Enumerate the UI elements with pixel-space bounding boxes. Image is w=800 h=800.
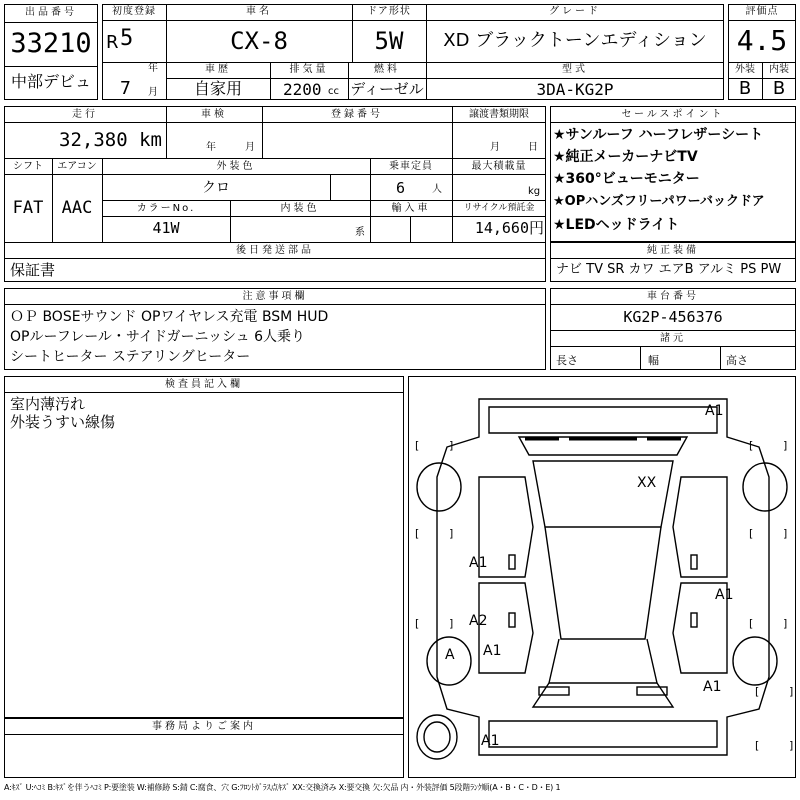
note-line-3: シートヒーター ステアリングヒーター bbox=[10, 349, 251, 365]
mark-rear-bumper: A1 bbox=[481, 733, 500, 749]
aircon: AAC bbox=[61, 198, 93, 218]
grade: XD ブラックトーンエディション bbox=[443, 30, 707, 51]
note-line-2: OPルーフレール・サイドガーニッシュ 6人乗り bbox=[10, 329, 306, 345]
mileage: 32,380 km bbox=[59, 129, 162, 151]
shift-label: シフト bbox=[13, 161, 43, 172]
inspector-note-2: 外装うすい線傷 bbox=[10, 413, 116, 431]
lot-number-label: 出品番号 bbox=[25, 7, 77, 18]
svg-text:[: [ bbox=[415, 527, 420, 540]
fuel-label: 燃料 bbox=[374, 64, 400, 75]
svg-text:[: [ bbox=[415, 439, 420, 452]
sales-point-4: ★OPハンズフリーパワーバックドア bbox=[553, 194, 765, 209]
color-no-label: カラーNo. bbox=[136, 203, 196, 214]
svg-text:[: [ bbox=[415, 617, 420, 630]
fuel: ディーゼル bbox=[350, 80, 424, 98]
int-color-label: 内装色 bbox=[280, 203, 320, 214]
svg-text:]: ] bbox=[789, 685, 794, 698]
later-docs-label: 後日発送部品 bbox=[236, 245, 314, 256]
aircon-label: エアコン bbox=[57, 161, 97, 172]
note-line-1: ＯＰ BOSEサウンド OPワイヤレス充電 BSM HUD bbox=[10, 309, 329, 325]
load-unit: kg bbox=[528, 186, 541, 197]
deadline-day-unit: 日 bbox=[528, 142, 538, 153]
history: 自家用 bbox=[193, 79, 242, 98]
mileage-label: 走行 bbox=[72, 109, 98, 120]
reg-month: 7 bbox=[120, 78, 131, 99]
inspection-year-unit: 年 bbox=[206, 142, 216, 153]
color-no: 41W bbox=[152, 219, 180, 237]
ext-color-label: 外装色 bbox=[216, 161, 256, 172]
mark-right-rear-door: A1 bbox=[715, 587, 734, 603]
mark-right-rear-fender: A1 bbox=[703, 679, 722, 695]
dim-width: 幅 bbox=[648, 354, 659, 367]
car-name: CX-8 bbox=[230, 27, 288, 55]
dim-height: 高さ bbox=[726, 354, 748, 367]
svg-text:]: ] bbox=[789, 739, 794, 752]
svg-text:]: ] bbox=[783, 439, 788, 452]
legend-footer: A:ｷｽﾞ U:ﾍｺﾐ B:ｷｽﾞを伴うﾍｺﾐ P:要塗装 W:補修跡 S:錆 C:腐食、穴 G:ﾌﾛﾝﾄｶﾞﾗｽ点ｷｽﾞ XX:交換済み X:要交換 欠:欠品 内・外装評価 5段階ﾗﾝｸ順(A・B・C・D・E) 1 bbox=[4, 783, 561, 792]
shift: FAT bbox=[12, 198, 44, 218]
year-unit: 年 bbox=[148, 63, 158, 74]
mark-left-rear-tyre: A bbox=[445, 647, 455, 663]
deadline-month-unit: 月 bbox=[490, 142, 500, 153]
reg-era: R bbox=[106, 32, 119, 53]
displacement-unit: cc bbox=[328, 86, 339, 97]
inspector-label: 検査員記入欄 bbox=[165, 379, 243, 390]
ext-color: クロ bbox=[202, 180, 230, 196]
mark-left-rear-fender: A1 bbox=[483, 643, 502, 659]
exterior-grade: B bbox=[738, 78, 752, 99]
max-load-label: 最大積載量 bbox=[471, 161, 527, 172]
first-reg-label: 初度登録 bbox=[112, 6, 156, 17]
capacity: 6 bbox=[396, 179, 406, 197]
score-label: 評価点 bbox=[745, 6, 779, 17]
sales-points-label: セールスポイント bbox=[621, 109, 725, 120]
office-notice-label: 事務局よりご案内 bbox=[152, 721, 256, 732]
int-color-suffix: 系 bbox=[355, 227, 365, 238]
capacity-label: 乗車定員 bbox=[389, 161, 433, 172]
mark-left-front-door: A1 bbox=[469, 555, 488, 571]
sales-point-2: ★純正メーカーナビTV bbox=[553, 149, 698, 165]
car-outline-diagram bbox=[409, 377, 795, 777]
mark-roof: XX bbox=[637, 475, 657, 491]
doors: 5W bbox=[374, 27, 404, 55]
interior-label: 内装 bbox=[769, 64, 789, 75]
model-code: 3DA-KG2P bbox=[536, 80, 614, 99]
reg-no-label: 登録番号 bbox=[331, 109, 383, 120]
month-unit: 月 bbox=[148, 87, 158, 98]
svg-text:[: [ bbox=[755, 739, 760, 752]
displacement-label: 排気量 bbox=[289, 64, 329, 75]
displacement: 2200 bbox=[283, 80, 322, 99]
inspector-note-1: 室内薄汚れ bbox=[10, 395, 86, 413]
inspection-label: 車検 bbox=[201, 109, 227, 120]
history-label: 車歴 bbox=[205, 64, 231, 75]
car-name-label: 車名 bbox=[246, 6, 272, 17]
grade-label: グレード bbox=[549, 6, 601, 17]
svg-text:]: ] bbox=[783, 617, 788, 630]
svg-text:[: [ bbox=[755, 685, 760, 698]
svg-text:[: [ bbox=[749, 527, 754, 540]
deadline-label: 譲渡書類期限 bbox=[469, 109, 529, 120]
recycle-label: リサイクル預託金 bbox=[463, 203, 535, 213]
dim-length: 長さ bbox=[556, 354, 578, 367]
damage-diagram bbox=[408, 376, 796, 778]
svg-text:]: ] bbox=[449, 617, 454, 630]
recycle-fee: 14,660円 bbox=[474, 219, 544, 237]
sales-point-3: ★360°ビューモニター bbox=[553, 171, 700, 187]
sales-point-5: ★LEDヘッドライト bbox=[553, 217, 680, 233]
inspection-month-unit: 月 bbox=[245, 142, 255, 153]
import-label: 輸入車 bbox=[391, 203, 431, 214]
model-label: 型式 bbox=[562, 64, 588, 75]
later-docs: 保証書 bbox=[10, 261, 56, 279]
mark-left-rear-door: A2 bbox=[469, 613, 488, 629]
sales-point-1: ★サンルーフ ハーフレザーシート bbox=[553, 127, 764, 143]
svg-text:]: ] bbox=[449, 439, 454, 452]
equipment-label: 純正装備 bbox=[647, 245, 699, 256]
equipment: ナビ TV SR カワ エアB アルミ PS PW bbox=[556, 262, 782, 277]
dimensions-label: 諸元 bbox=[660, 333, 686, 344]
score: 4.5 bbox=[736, 24, 788, 57]
chassis-no: KG2P-456376 bbox=[623, 308, 723, 326]
notes-label: 注意事項欄 bbox=[242, 291, 308, 302]
interior-grade: B bbox=[772, 78, 786, 99]
mark-front-right: A1 bbox=[705, 403, 724, 419]
chassis-label: 車台番号 bbox=[647, 291, 699, 302]
svg-text:]: ] bbox=[783, 527, 788, 540]
capacity-unit: 人 bbox=[432, 184, 442, 195]
lot-number: 33210 bbox=[10, 28, 92, 59]
svg-text:]: ] bbox=[449, 527, 454, 540]
svg-text:[: [ bbox=[749, 439, 754, 452]
svg-text:[: [ bbox=[749, 617, 754, 630]
venue: 中部デビュ bbox=[10, 72, 91, 91]
door-label: ドア形状 bbox=[367, 6, 411, 17]
exterior-label: 外装 bbox=[735, 64, 755, 75]
reg-year: 5 bbox=[120, 26, 134, 51]
